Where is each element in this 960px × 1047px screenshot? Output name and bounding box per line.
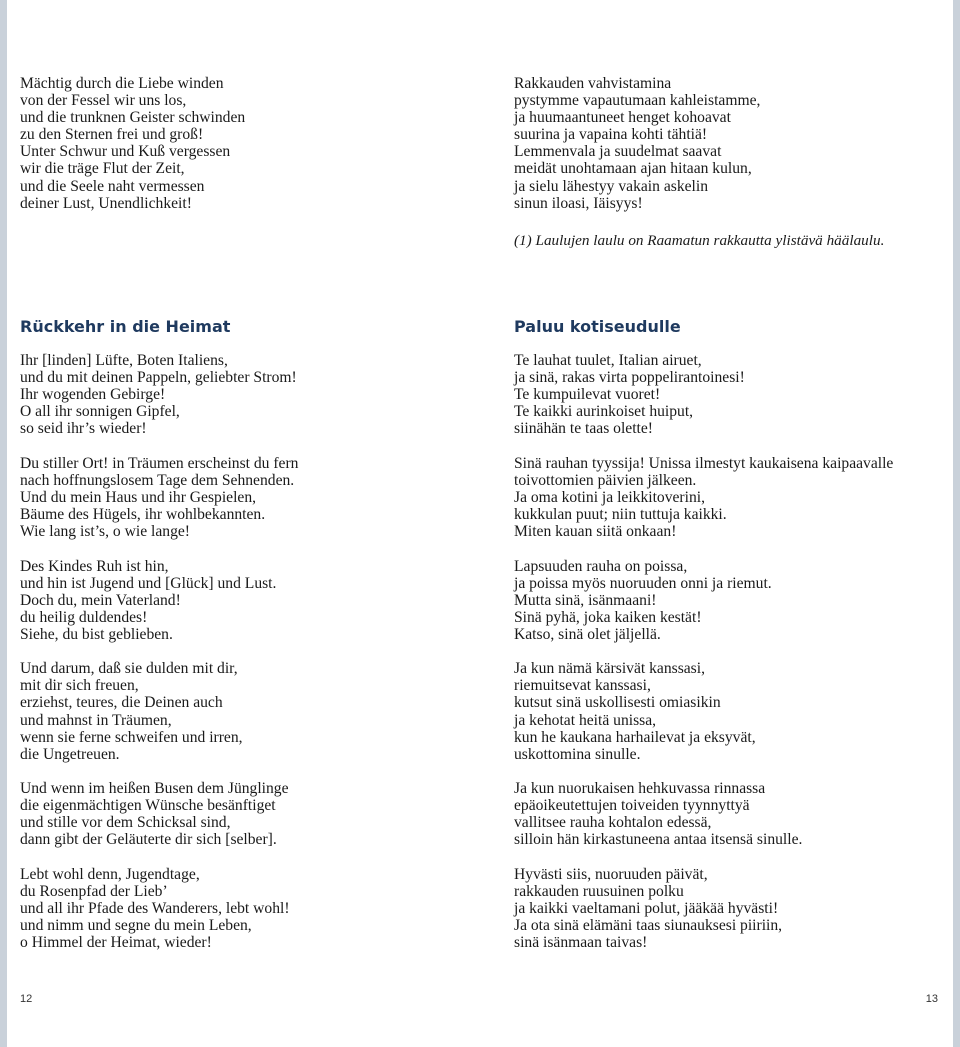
stanza [20, 455, 298, 540]
poem-line: Ja ota sinä elämäni taas siunauksesi piiriin, [514, 917, 783, 935]
poem-line: Siehe, du bist geblieben. [20, 625, 173, 643]
poem-line: und all ihr Pfade des Wanderers, lebt wohl! [20, 900, 290, 918]
stanza [20, 558, 298, 643]
poem-line: wir die träge Flut der Zeit, [20, 160, 185, 178]
poem-line: Ja oma kotini ja leikkitoverini, [514, 488, 705, 506]
poem-line: Te lauhat tuulet, Italian airuet, [514, 352, 702, 369]
poem-line: meidät unohtamaan ajan hitaan kulun, [514, 160, 752, 178]
poem-line: nach hoffnungslosem Tage dem Sehnenden. [20, 471, 295, 489]
poem-line: und hin ist Jugend und [Glück] und Lust. [20, 574, 277, 592]
stanza [514, 558, 893, 643]
page-edge-right [953, 0, 960, 1047]
poem-line: ja poissa myös nuoruuden onni ja riemut. [514, 574, 772, 592]
poem-line: und du mit deinen Pappeln, geliebter Strom! [20, 369, 297, 387]
poem-line: sinä isänmaan taivas! [514, 934, 648, 952]
poem-line: suurina ja vapaina kohti tähtiä! [514, 126, 708, 144]
poem-line: Te kumpuilevat vuoret! [514, 386, 661, 404]
page-number-left: 12 [20, 993, 33, 1005]
poem-line: Lebt wohl denn, Jugendtage, [20, 865, 200, 883]
stanza [20, 866, 298, 951]
poem-line: die Ungetreuen. [20, 745, 120, 763]
poem-line: Und du mein Haus und ihr Gespielen, [20, 488, 257, 506]
poem-line: Doch du, mein Vaterland! [20, 591, 181, 609]
top-poem-finnish [514, 75, 760, 212]
poem-line: ja sinä, rakas virta poppelirantoinesi! [514, 369, 745, 387]
poem-line: und nimm und segne du mein Leben, [20, 917, 252, 935]
poem-line: Mutta sinä, isänmaani! [514, 591, 657, 609]
stanza [514, 352, 893, 437]
stanza [20, 660, 298, 763]
poem-line: die eigenmächtigen Wünsche besänftiget [20, 797, 276, 815]
stanza [514, 660, 893, 763]
poem-line: Du stiller Ort! in Träumen erscheinst du fern [20, 454, 299, 472]
stanza [20, 352, 298, 437]
poem-line: uskottomina sinulle. [514, 745, 641, 763]
poem-line: Ihr [linden] Lüfte, Boten Italiens, [20, 352, 228, 369]
poem-line: silloin hän kirkastuneena antaa itsensä sinulle. [514, 831, 803, 849]
poem-line: Ja kun nämä kärsivät kanssasi, [514, 660, 705, 678]
poem-line: Ja kun nuorukaisen hehkuvassa rinnassa [514, 780, 766, 798]
poem-body-finnish [514, 352, 893, 969]
poem-line: Mächtig durch die Liebe winden [20, 75, 224, 92]
poem-line: ja huumaantuneet henget kohoavat [514, 109, 731, 127]
poem-line: erziehst, teures, die Deinen auch [20, 694, 223, 712]
stanza [514, 866, 893, 951]
poem-line: vallitsee rauha kohtalon edessä, [514, 814, 712, 832]
poem-line: Und wenn im heißen Busen dem Jünglinge [20, 780, 289, 798]
poem-line: du Rosenpfad der Lieb’ [20, 882, 168, 900]
poem-line: Miten kauan siitä onkaan! [514, 523, 677, 541]
stanza [20, 780, 298, 848]
poem-line: sinun iloasi, Iäisyys! [514, 194, 643, 212]
poem-body-german [20, 352, 298, 969]
poem-line: Bäume des Hügels, ihr wohlbekannten. [20, 506, 266, 524]
poem-line: so seid ihr’s wieder! [20, 420, 147, 438]
poem-line: Hyvästi siis, nuoruuden päivät, [514, 865, 708, 883]
poem-line: von der Fessel wir uns los, [20, 92, 187, 110]
poem-line: Unter Schwur und Kuß vergessen [20, 143, 231, 161]
poem-line: Te kaikki aurinkoiset huiput, [514, 403, 694, 421]
poem-line: epäoikeutettujen toiveiden tyynnyttyä [514, 797, 750, 815]
poem-line: zu den Sternen frei und groß! [20, 126, 204, 144]
poem-line: Und darum, daß sie dulden mit dir, [20, 660, 238, 678]
poem-line: ja kehotat heitä unissa, [514, 711, 657, 729]
poem-line: mit dir sich freuen, [20, 677, 139, 695]
stanza [514, 780, 893, 848]
poem-line: toivottomien päivien jälkeen. [514, 471, 697, 489]
poem-line: Lemmenvala ja suudelmat saavat [514, 143, 722, 161]
poem-line: Lapsuuden rauha on poissa, [514, 557, 688, 575]
poem-line: ja kaikki vaeltamani polut, jääkää hyvästi! [514, 900, 779, 918]
poem-line: Sinä rauhan tyyssija! Unissa ilmestyt kaukaisena kaipaavalle [514, 454, 894, 472]
poem-line: Katso, sinä olet jäljellä. [514, 625, 661, 643]
poem-line: kukkulan puut; niin tuttuja kaikki. [514, 506, 727, 524]
poem-line: Sinä pyhä, joka kaiken kestät! [514, 608, 702, 626]
poem-line: O all ihr sonnigen Gipfel, [20, 403, 180, 421]
poem-line: und die Seele naht vermessen [20, 177, 205, 195]
poem-line: wenn sie ferne schweifen und irren, [20, 728, 243, 746]
poem-line: kutsut sinä uskollisesti omiasikin [514, 694, 721, 712]
poem-line: und die trunknen Geister schwinden [20, 109, 246, 127]
poem-line: dann gibt der Geläuterte dir sich [selber]. [20, 831, 277, 849]
poem-line: riemuitsevat kanssasi, [514, 677, 651, 695]
poem-line: Des Kindes Ruh ist hin, [20, 557, 169, 575]
top-poem-german [20, 75, 245, 212]
stanza [514, 455, 893, 540]
poem-line: kun he kaukana harhailevat ja eksyvät, [514, 728, 756, 746]
poem-title-finnish: Paluu kotiseudulle [514, 317, 681, 336]
poem-line: Rakkauden vahvistamina [514, 75, 672, 92]
footnote: (1) Laulujen laulu on Raamatun rakkautta ylistävä häälaulu. [514, 232, 885, 249]
poem-line: und mahnst in Träumen, [20, 711, 172, 729]
page-number-right: 13 [925, 993, 938, 1005]
poem-line: ja sielu lähestyy vakain askelin [514, 177, 709, 195]
poem-line: Ihr wogenden Gebirge! [20, 386, 166, 404]
poem-line: du heilig duldendes! [20, 608, 148, 626]
poem-line: deiner Lust, Unendlichkeit! [20, 194, 192, 212]
poem-line: siinähän te taas olette! [514, 420, 653, 438]
poem-line: Wie lang ist’s, o wie lange! [20, 523, 190, 541]
poem-line: rakkauden ruusuinen polku [514, 882, 684, 900]
poem-title-german: Rückkehr in die Heimat [20, 317, 231, 336]
page-edge-left [0, 0, 7, 1047]
poem-line: pystymme vapautumaan kahleistamme, [514, 92, 761, 110]
poem-line: o Himmel der Heimat, wieder! [20, 934, 212, 952]
poem-line: und stille vor dem Schicksal sind, [20, 814, 231, 832]
